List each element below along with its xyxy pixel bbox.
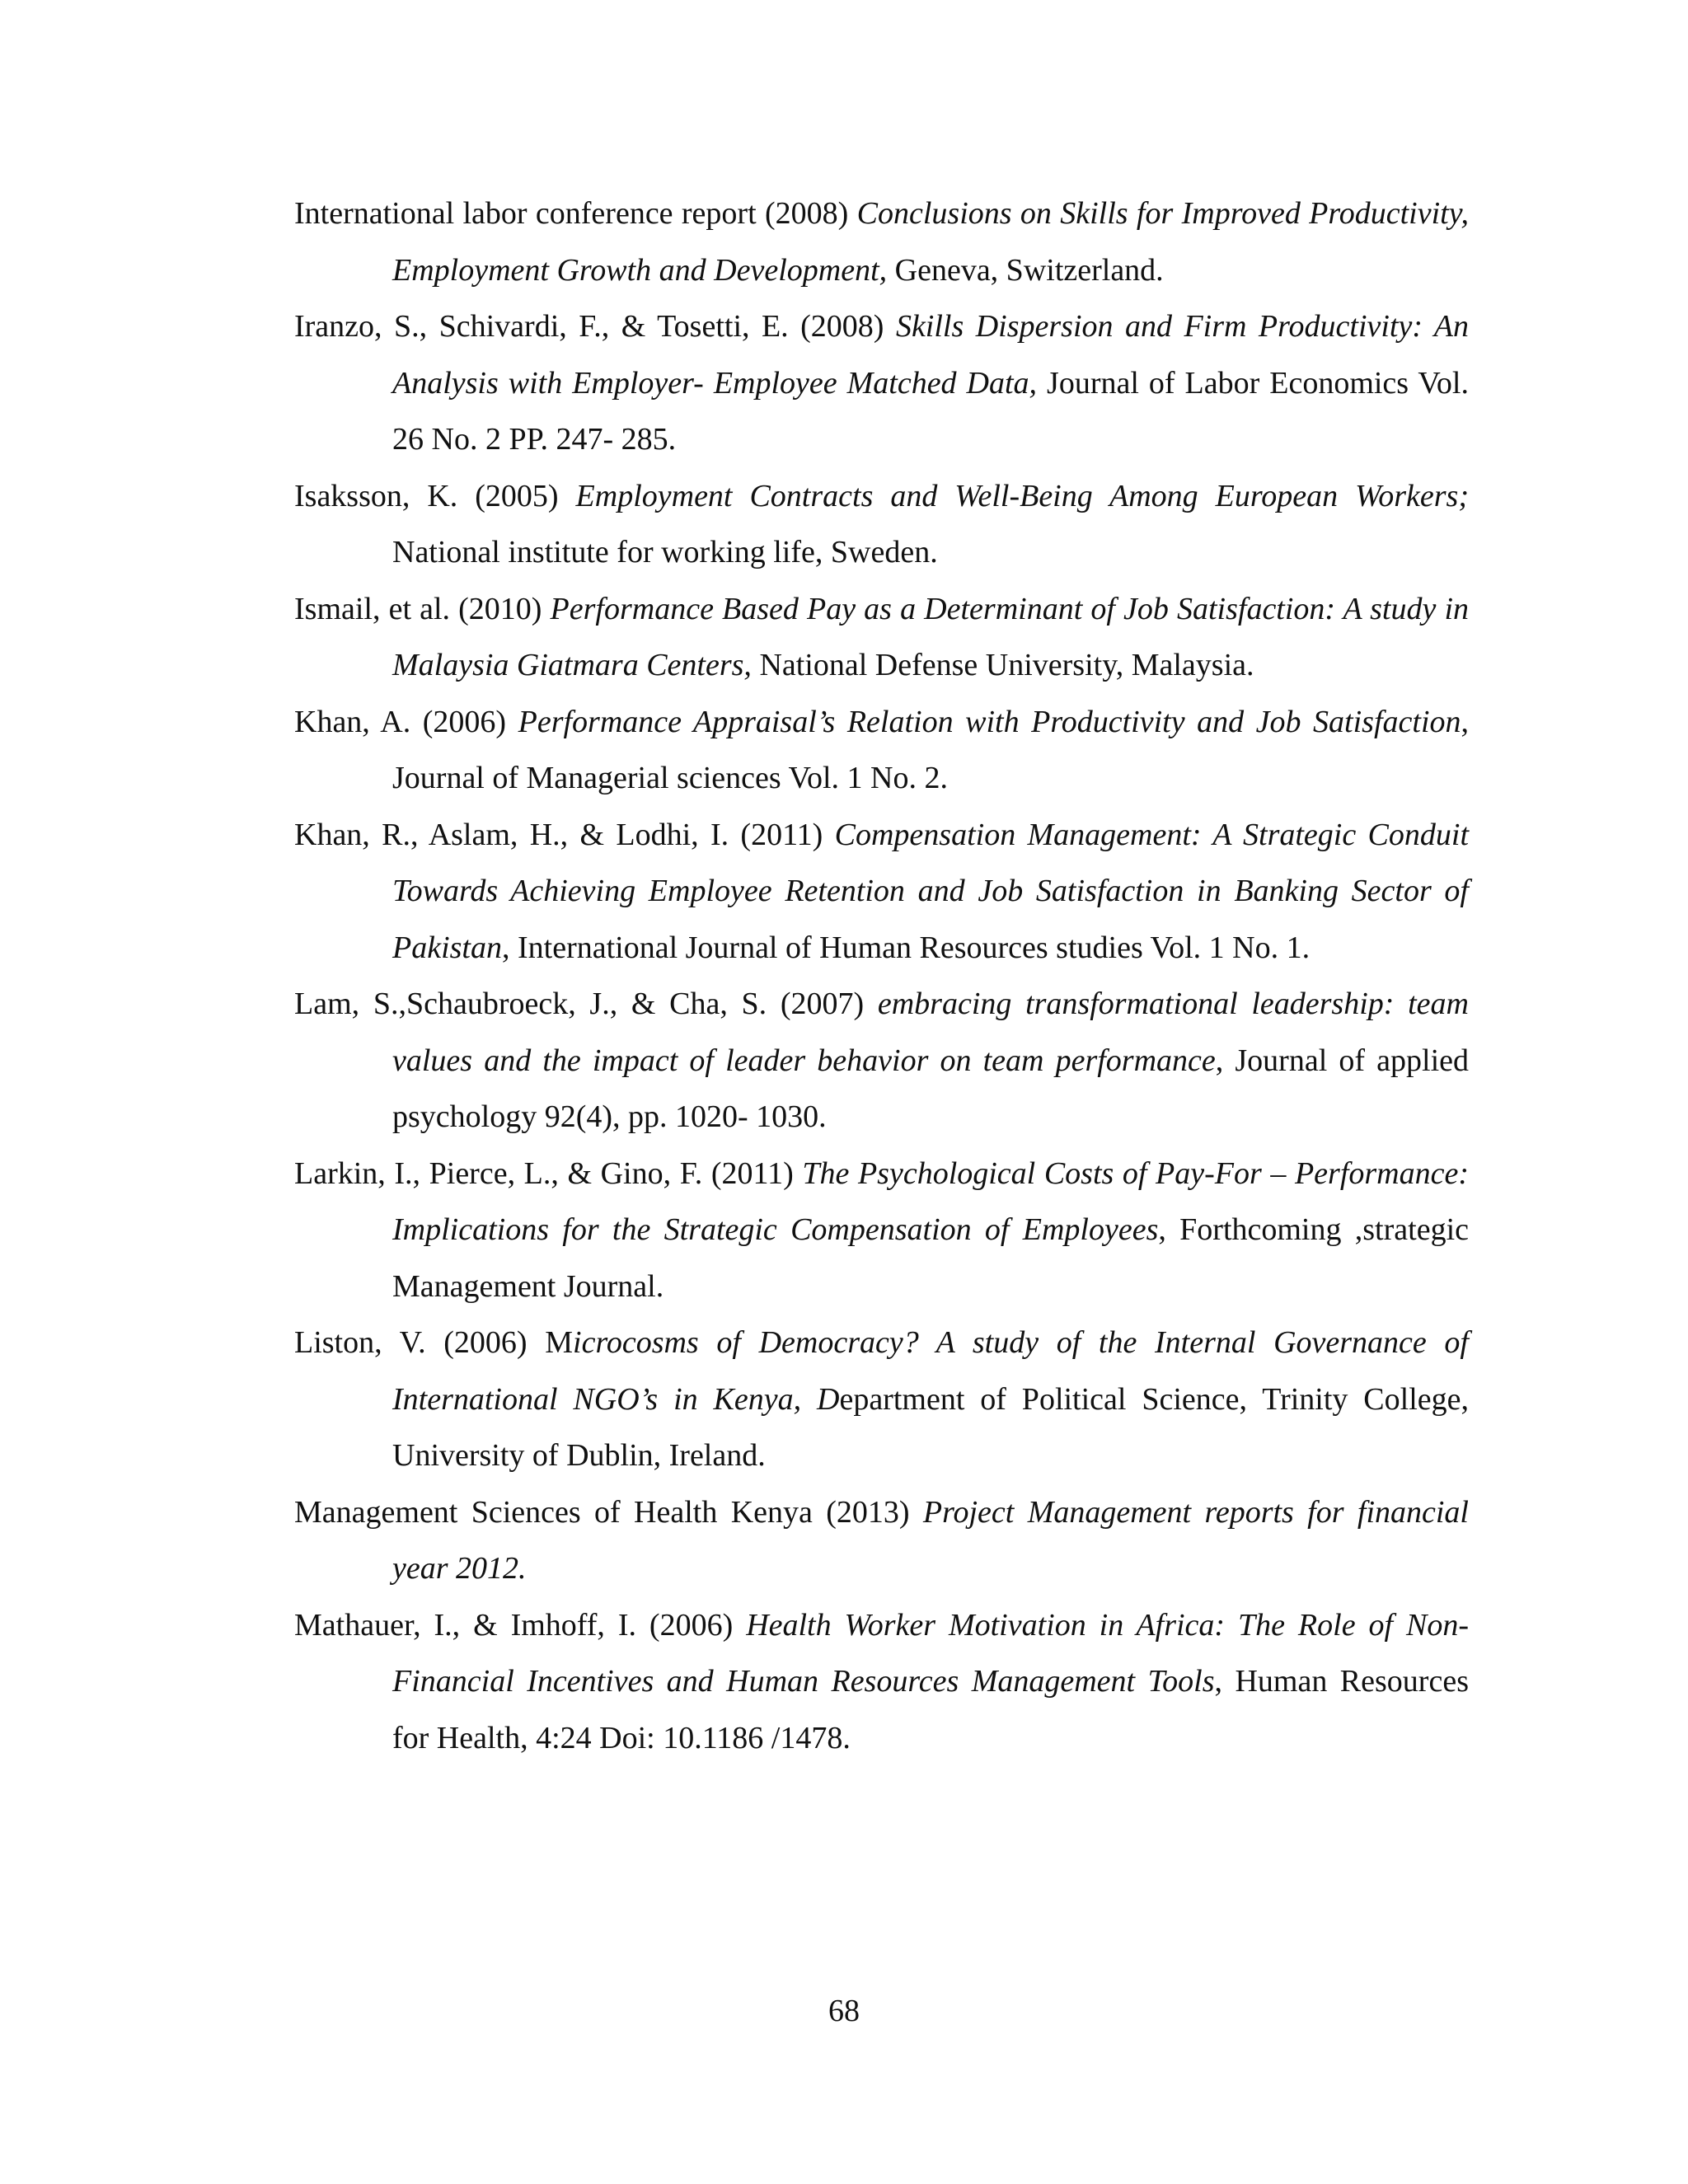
reference-entry xyxy=(294,807,1469,977)
reference-text: Ismail, et al. (2010) xyxy=(294,591,551,626)
reference-text: , International Journal of Human Resources studies Vol. 1 No. 1. xyxy=(501,930,1311,965)
reference-title: Project Management reports for financial year 2012. xyxy=(392,1494,1469,1586)
reference-text: , Forthcoming ,strategic Management Journal. xyxy=(392,1212,1469,1304)
reference-title: Conclusions on Skills for Improved Productivity, Employment Growth and Development, xyxy=(392,196,1469,288)
reference-text: Khan, A. (2006) xyxy=(294,704,518,739)
reference-text: National Defense University, Malaysia. xyxy=(751,648,1254,682)
reference-entry xyxy=(294,581,1469,694)
reference-entry xyxy=(294,1146,1469,1315)
reference-title: Employment Contracts and Well-Being Among European Workers; xyxy=(575,478,1469,513)
reference-entry xyxy=(294,1484,1469,1597)
reference-title: Health Worker Motivation in Africa: The Role of Non-Financial Incentives and Human Resources Management Tools xyxy=(392,1607,1469,1699)
reference-text: , Human Resources for Health, 4:24 Doi: 10.1186 /1478. xyxy=(392,1664,1469,1755)
page-number: 68 xyxy=(828,1994,860,2028)
reference-entry xyxy=(294,185,1469,298)
reference-title: Compensation Management: A Strategic Conduit Towards Achieving Employee Retention and Job Satisfaction in Banking Sector of Pakistan xyxy=(392,817,1470,965)
reference-entry xyxy=(294,1315,1469,1484)
reference-text: International labor conference report (2008) xyxy=(294,196,857,231)
reference-text: Journal of Labor Economics Vol. 26 No. 2 PP. 247- 285. xyxy=(392,365,1469,457)
reference-entry xyxy=(294,976,1469,1146)
reference-text: epartment of Political Science, Trinity College, University of Dublin, Ireland. xyxy=(392,1381,1469,1473)
reference-title: Performance Appraisal’s Relation with Productivity and Job Satisfaction xyxy=(518,704,1461,739)
reference-title: icrocosms of Democracy? A study of the Internal Governance of International NGO’s in Kenya, D xyxy=(392,1325,1469,1417)
reference-title: Skills Dispersion and Firm Productivity: An Analysis with Employer- Employee Matched Data, xyxy=(392,309,1469,401)
reference-text: Mathauer, I., & Imhoff, I. (2006) xyxy=(294,1607,747,1643)
reference-text: National institute for working life, Sweden. xyxy=(392,535,938,569)
reference-entry xyxy=(294,694,1469,807)
reference-text: , Journal of Managerial sciences Vol. 1 No. 2. xyxy=(392,704,1470,795)
reference-text: Larkin, I., Pierce, L., & Gino, F. (2011) xyxy=(294,1155,803,1191)
reference-entry xyxy=(294,468,1469,581)
reference-text: Liston, V. (2006) M xyxy=(294,1325,574,1360)
reference-entry xyxy=(294,1597,1469,1767)
reference-title: The Psychological Costs of Pay-For – Performance: Implications for the Strategic Compensation of Employees xyxy=(392,1155,1469,1247)
reference-list xyxy=(294,185,1469,1766)
reference-text: Khan, R., Aslam, H., & Lodhi, I. (2011) xyxy=(294,817,835,852)
reference-text: , Journal of applied psychology 92(4), pp. 1020- 1030. xyxy=(392,1043,1469,1134)
reference-text: Management Sciences of Health Kenya (2013) xyxy=(294,1494,923,1530)
reference-text: Lam, S.,Schaubroeck, J., & Cha, S. (2007) xyxy=(294,987,878,1021)
reference-title: embracing transformational leadership: team values and the impact of leader behavior on team performance xyxy=(392,987,1469,1078)
reference-text: Iranzo, S., Schivardi, F., & Tosetti, E. (2008) xyxy=(294,309,896,344)
reference-text: Geneva, Switzerland. xyxy=(887,252,1164,288)
reference-text: Isaksson, K. (2005) xyxy=(294,478,576,513)
reference-title: Performance Based Pay as a Determinant of Job Satisfaction: A study in Malaysia Giatmara Centers, xyxy=(392,591,1469,682)
reference-entry xyxy=(294,298,1469,468)
